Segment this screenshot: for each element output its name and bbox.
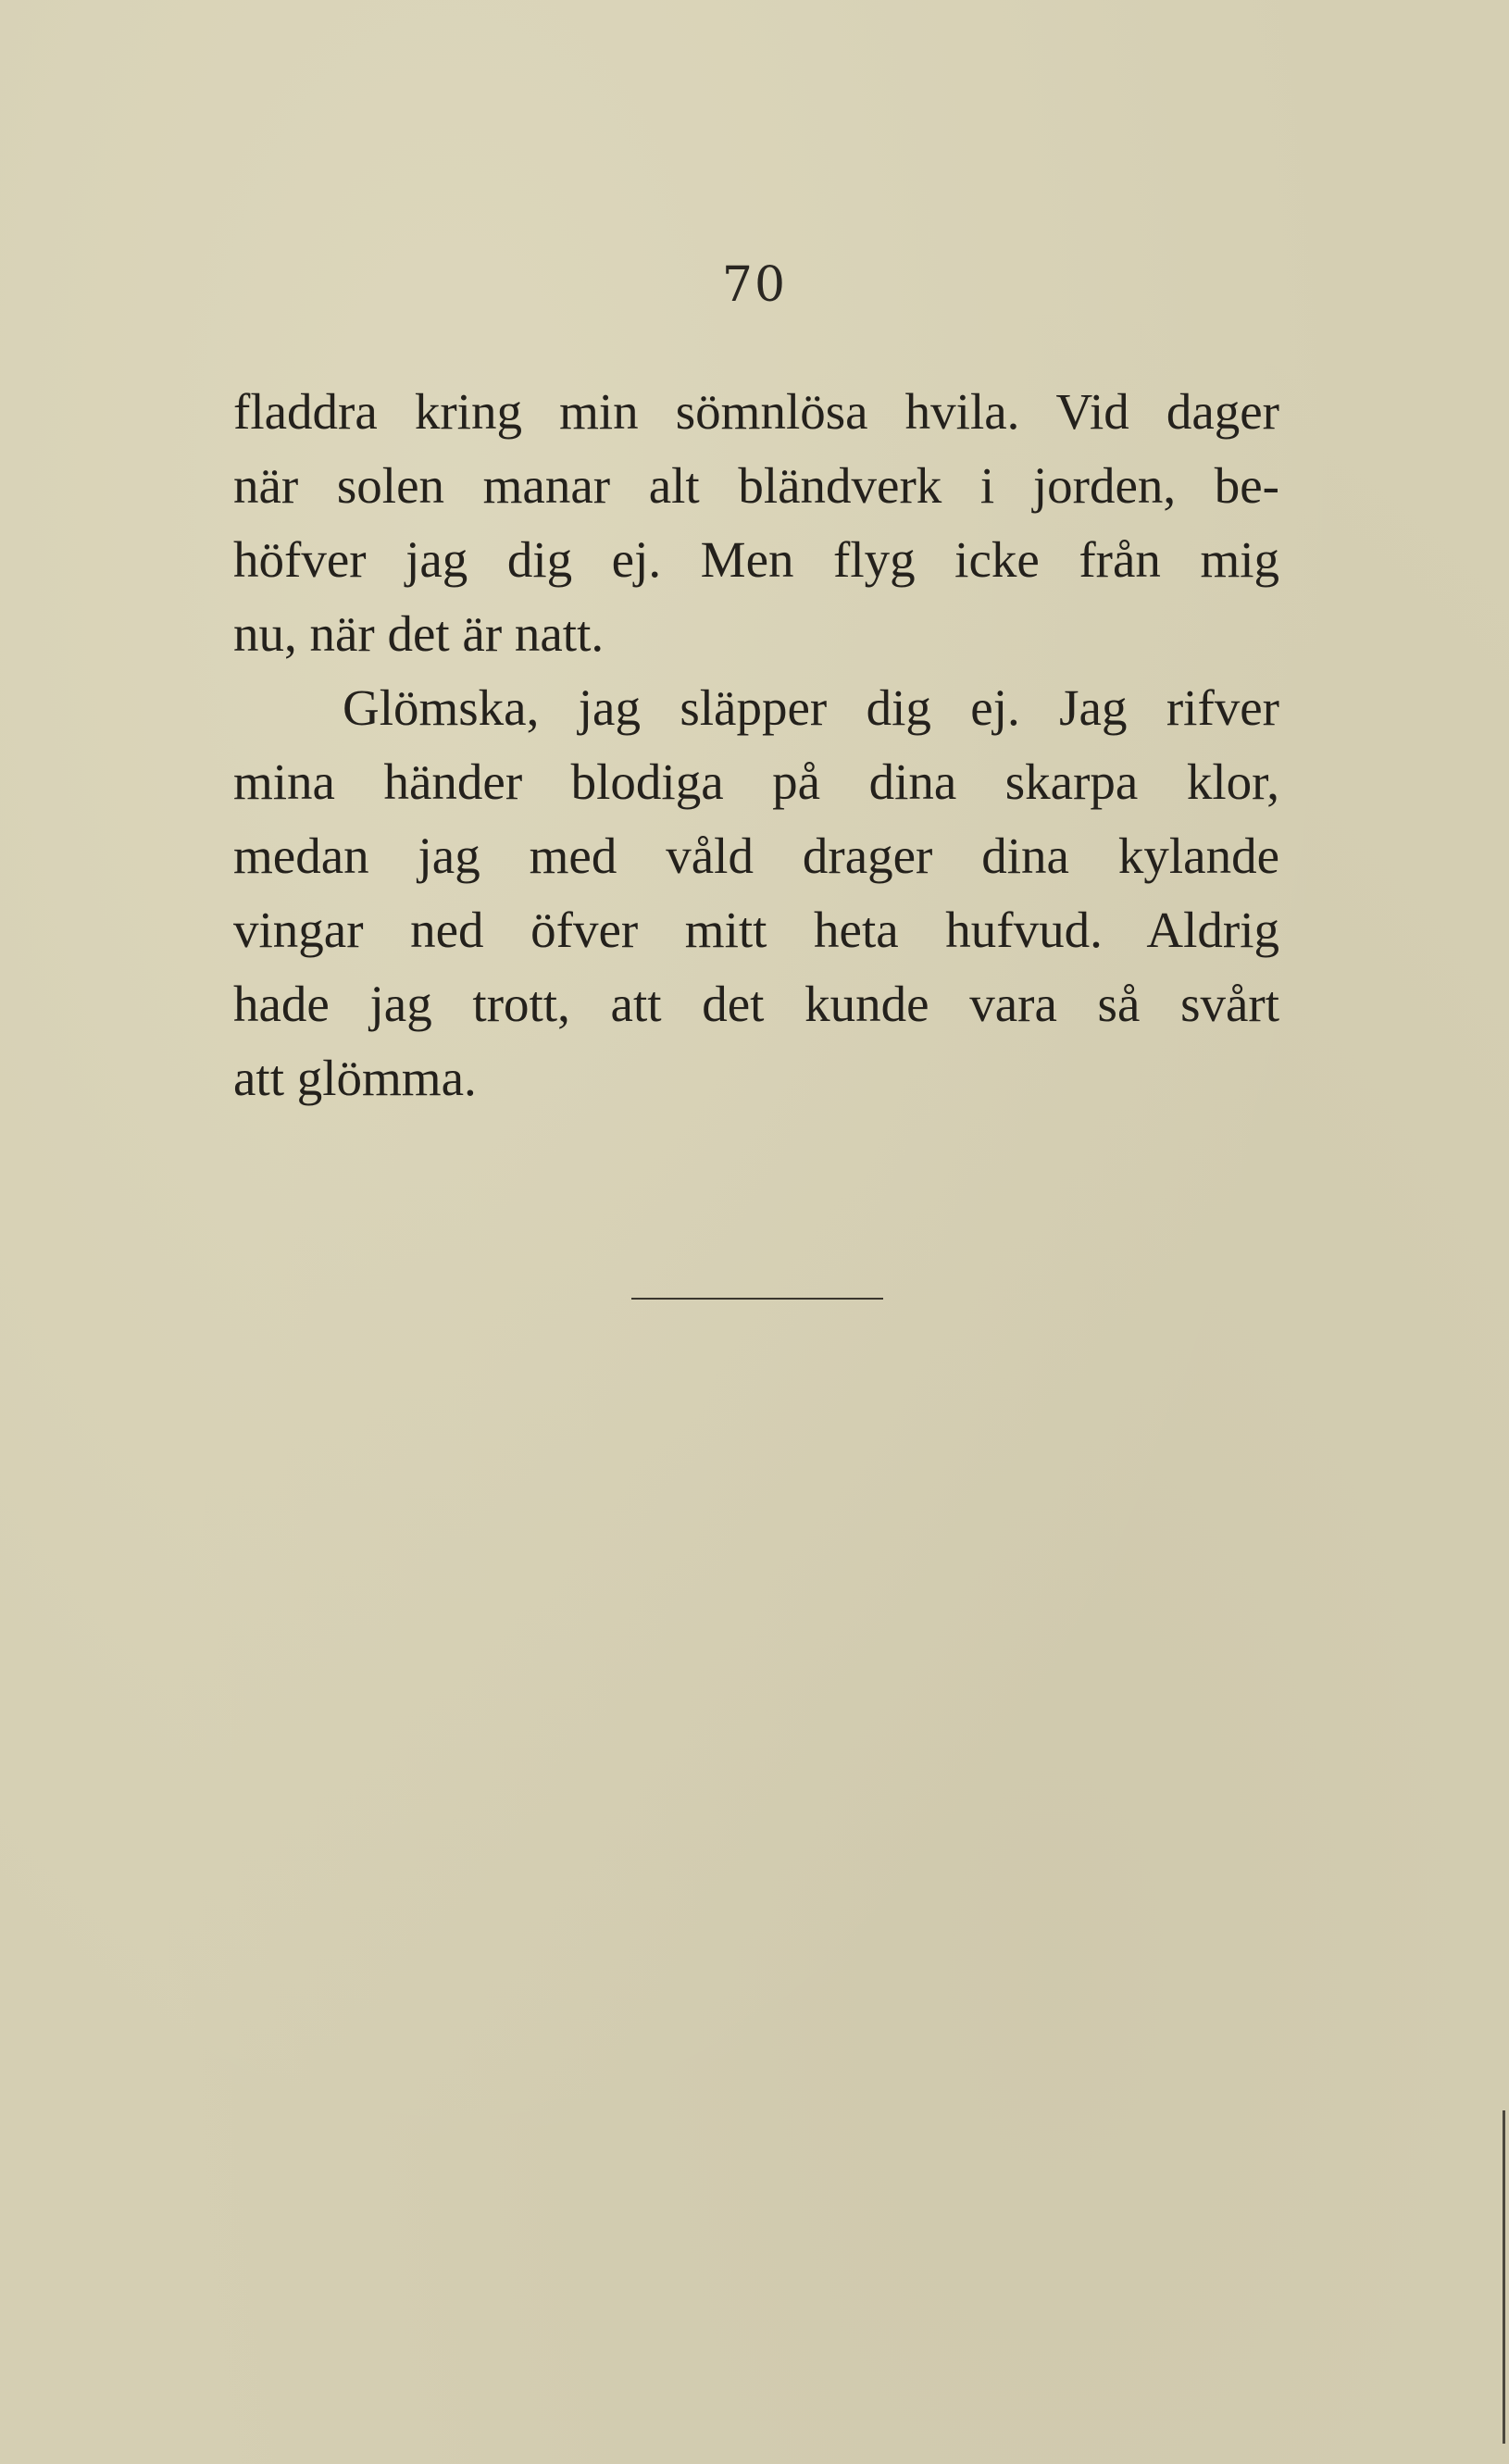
text-line: medan jag med våld drager dina kylande [233,828,1279,884]
text-line: vingar ned öfver mitt heta hufvud. Aldrig [233,902,1279,958]
page-number: 70 [721,257,788,313]
text-line: att glömma. [233,1050,477,1106]
page-edge-mark [1503,2110,1505,2444]
text-line: nu, när det är natt. [233,605,605,662]
text-line: Glömska, jag släpper dig ej. Jag rifver [343,679,1279,736]
text-line: höfver jag dig ej. Men flyg icke från mig [233,531,1279,588]
body-text [233,375,1279,1115]
section-divider-rule [631,1298,883,1300]
text-line: fladdra kring min sömnlösa hvila. Vid dager [233,383,1279,440]
text-line: hade jag trott, att det kunde vara så svårt [233,976,1279,1032]
text-line: när solen manar alt bländverk i jorden, be- [233,457,1279,514]
text-line: mina händer blodiga på dina skarpa klor, [233,753,1279,810]
